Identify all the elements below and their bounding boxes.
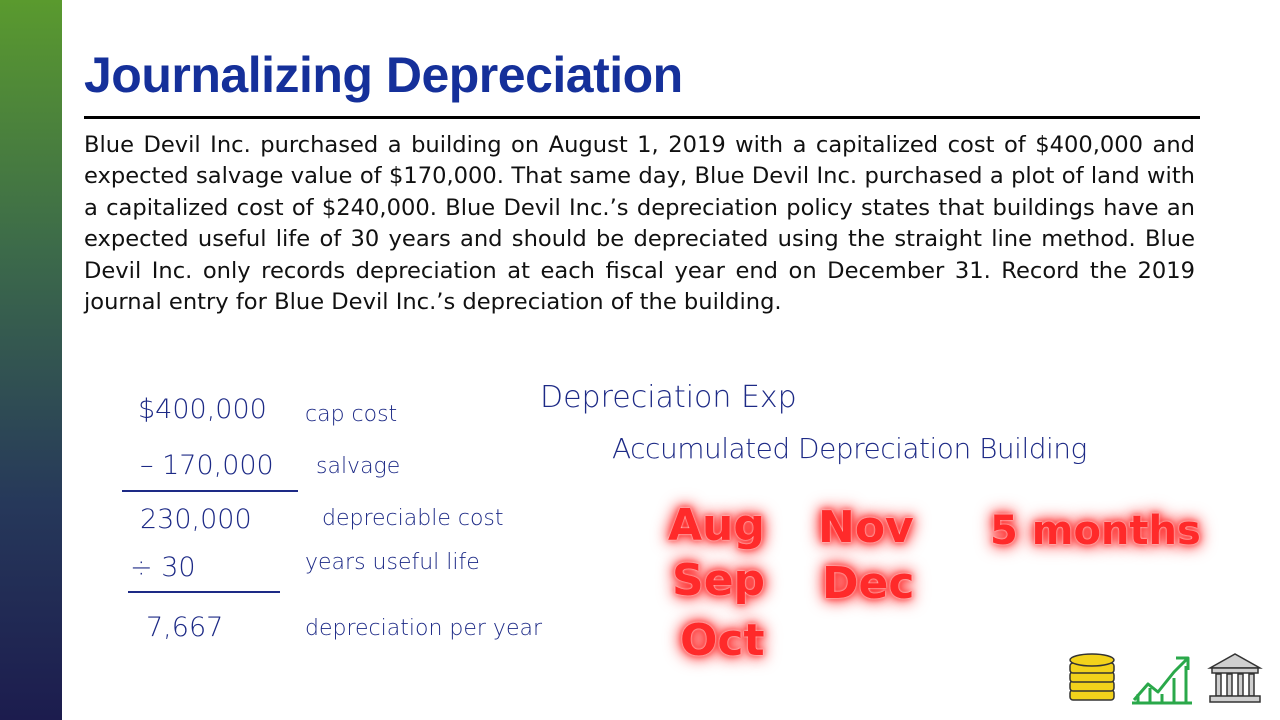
title-divider bbox=[84, 116, 1200, 119]
calc-label-cap-cost: cap cost bbox=[305, 402, 398, 427]
problem-statement: Blue Devil Inc. purchased a building on August 1, 2019 with a capitalized cost of $400,000 and expected salvage value of $170,000. That same day, Blue Devil Inc. purchased a plot of land with a capitalized cost of $240,000. Blue Devil Inc.’s depreciation policy states that buildings have an expected useful life of 30 years and should be depreciated using the straight line method. Blue Devil Inc. only records depreciation at each fiscal year end on December 31. Record the 2019 journal entry for Blue Devil Inc.’s depreciation of the building. bbox=[84, 132, 1195, 316]
calc-label-useful-life: years useful life bbox=[305, 550, 480, 575]
calc-amount-depreciable-cost: 230,000 bbox=[140, 504, 252, 535]
month-dec: Dec bbox=[822, 558, 915, 609]
growth-chart-icon bbox=[1130, 650, 1196, 706]
brand-logos bbox=[1060, 650, 1270, 714]
month-sep: Sep bbox=[672, 555, 766, 606]
calc-underline-2 bbox=[128, 591, 280, 593]
calc-underline-1 bbox=[122, 490, 298, 492]
calc-amount-per-year: 7,667 bbox=[146, 612, 224, 643]
coin-stack-icon bbox=[1064, 650, 1122, 706]
calc-amount-cap-cost: $400,000 bbox=[138, 394, 267, 425]
calc-label-depreciable-cost: depreciable cost bbox=[322, 506, 504, 531]
calc-amount-useful-life: ÷ 30 bbox=[130, 552, 196, 583]
months-total: 5 months bbox=[990, 508, 1201, 554]
calc-label-salvage: salvage bbox=[316, 454, 401, 479]
side-accent-bar bbox=[0, 0, 62, 720]
month-oct: Oct bbox=[680, 615, 765, 666]
journal-credit-account: Accumulated Depreciation Building bbox=[612, 432, 1087, 465]
month-nov: Nov bbox=[818, 502, 914, 553]
journal-debit-account: Depreciation Exp bbox=[540, 380, 797, 415]
calc-amount-salvage: – 170,000 bbox=[140, 450, 274, 481]
slide-title: Journalizing Depreciation bbox=[84, 47, 683, 103]
calc-label-per-year: depreciation per year bbox=[305, 616, 543, 641]
bank-building-icon bbox=[1206, 650, 1264, 706]
month-aug: Aug bbox=[668, 500, 765, 551]
